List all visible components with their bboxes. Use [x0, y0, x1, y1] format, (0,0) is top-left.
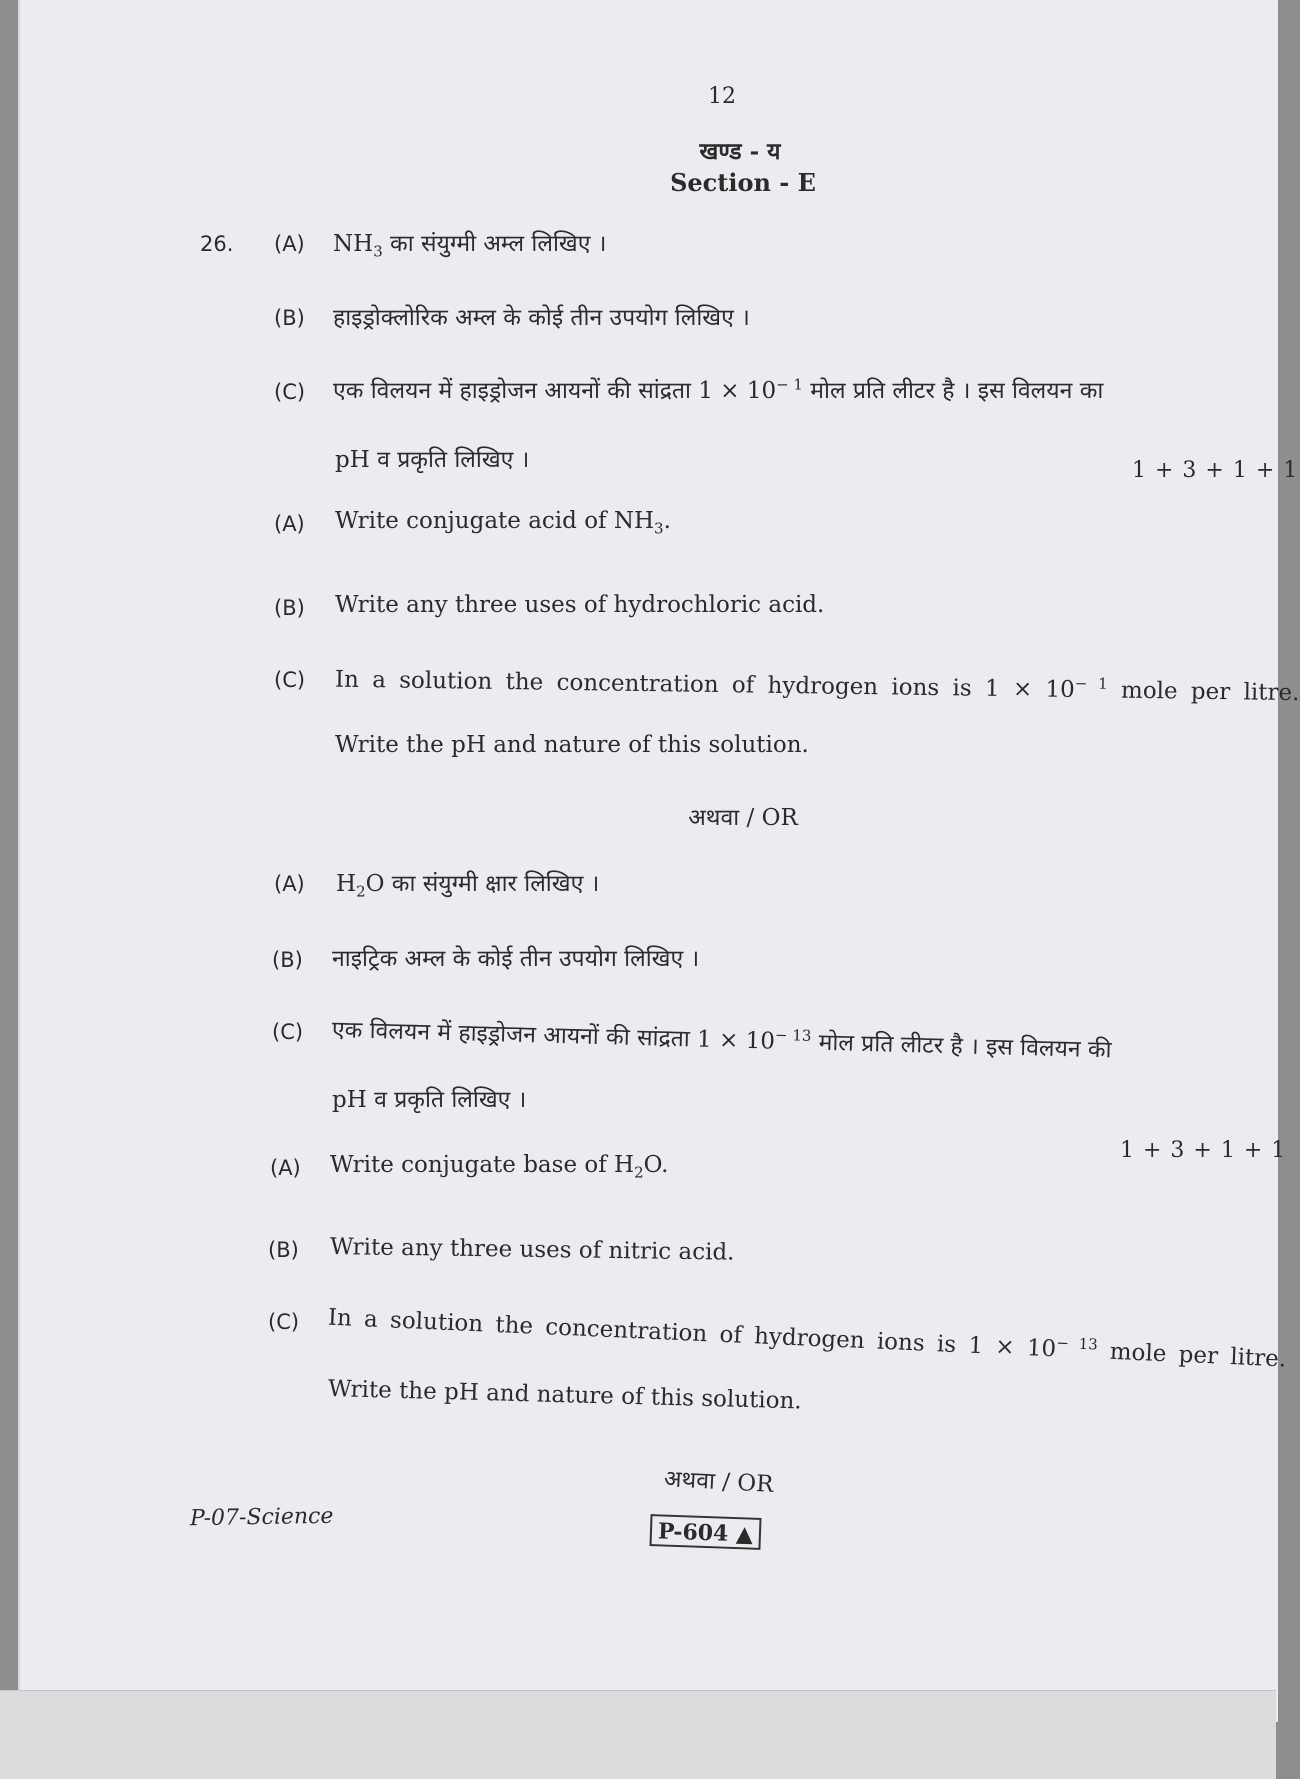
- page-underlay: [0, 1690, 1276, 1779]
- item-label: (B): [274, 596, 305, 620]
- q26c-hindi: एक विलयन में हाइड्रोजन आयनों की सांद्रता $1 \times 10^{- 1}$ मोल प्रति लीटर है । इस विलयन का: [333, 375, 1104, 404]
- marks: 1 + 3 + 1 + 1: [1132, 458, 1299, 483]
- item-label: (C): [274, 380, 306, 404]
- q26c-english: In a solution the concentration of hydrogen ions is $1 \times 10^{- 1}$ mole per litre.: [334, 666, 1300, 707]
- section-title-hindi: खण्ड - य: [699, 138, 781, 165]
- item-label: (B): [268, 1238, 299, 1262]
- item-label: (C): [272, 1020, 304, 1044]
- q26a-or-hindi: $H_2O$ का संयुग्मी क्षार लिखिए ।: [336, 871, 600, 901]
- q26b-or-english: Write any three uses of nitric acid.: [329, 1234, 735, 1266]
- item-label: (A): [274, 512, 305, 536]
- q26b-or-hindi: नाइट्रिक अम्ल के कोई तीन उपयोग लिखिए ।: [332, 946, 700, 972]
- or-divider: अथवा / OR: [663, 1466, 775, 1498]
- item-label: (A): [270, 1156, 301, 1180]
- q26c-or-english-cont: Write the pH and nature of this solution.: [327, 1376, 803, 1415]
- item-label: (B): [272, 948, 303, 972]
- section-title: Section - E: [670, 168, 816, 197]
- q26a-english: Write conjugate acid of $NH_3$.: [335, 508, 671, 538]
- question-number: 26.: [200, 232, 234, 256]
- q26c-english-cont: Write the pH and nature of this solution.: [335, 732, 809, 758]
- q26c-hindi-cont: pH व प्रकृति लिखिए ।: [335, 447, 530, 473]
- or-divider: अथवा / OR: [688, 805, 798, 831]
- paper-code-left: P-07-Science: [189, 1503, 334, 1532]
- q26a-hindi: $NH_3$ का संयुग्मी अम्ल लिखिए ।: [333, 231, 607, 261]
- q26c-or-hindi-cont: pH व प्रकृति लिखिए ।: [332, 1087, 527, 1113]
- marks: 1 + 3 + 1 + 1: [1120, 1138, 1287, 1163]
- item-label: (C): [268, 1310, 300, 1334]
- q26c-or-english: In a solution the concentration of hydrogen ions is $1 \times 10^{- 13}$ mole per litre.: [327, 1304, 1287, 1373]
- item-label: (B): [274, 306, 305, 330]
- q26a-or-english: Write conjugate base of $H_2O$.: [330, 1152, 669, 1182]
- paper-code-box: P-604 ▲: [649, 1514, 761, 1550]
- item-label: (A): [274, 232, 305, 256]
- q26c-or-hindi: एक विलयन में हाइड्रोजन आयनों की सांद्रता $1 \times 10^{- 13}$ मोल प्रति लीटर है । इस विलयन की: [331, 1017, 1112, 1064]
- page-number: 12: [708, 84, 736, 109]
- exam-page: [18, 0, 1278, 1722]
- item-label: (C): [274, 668, 306, 692]
- q26b-hindi: हाइड्रोक्लोरिक अम्ल के कोई तीन उपयोग लिखिए ।: [333, 305, 750, 331]
- q26b-english: Write any three uses of hydrochloric acid.: [335, 592, 825, 618]
- item-label: (A): [274, 872, 305, 896]
